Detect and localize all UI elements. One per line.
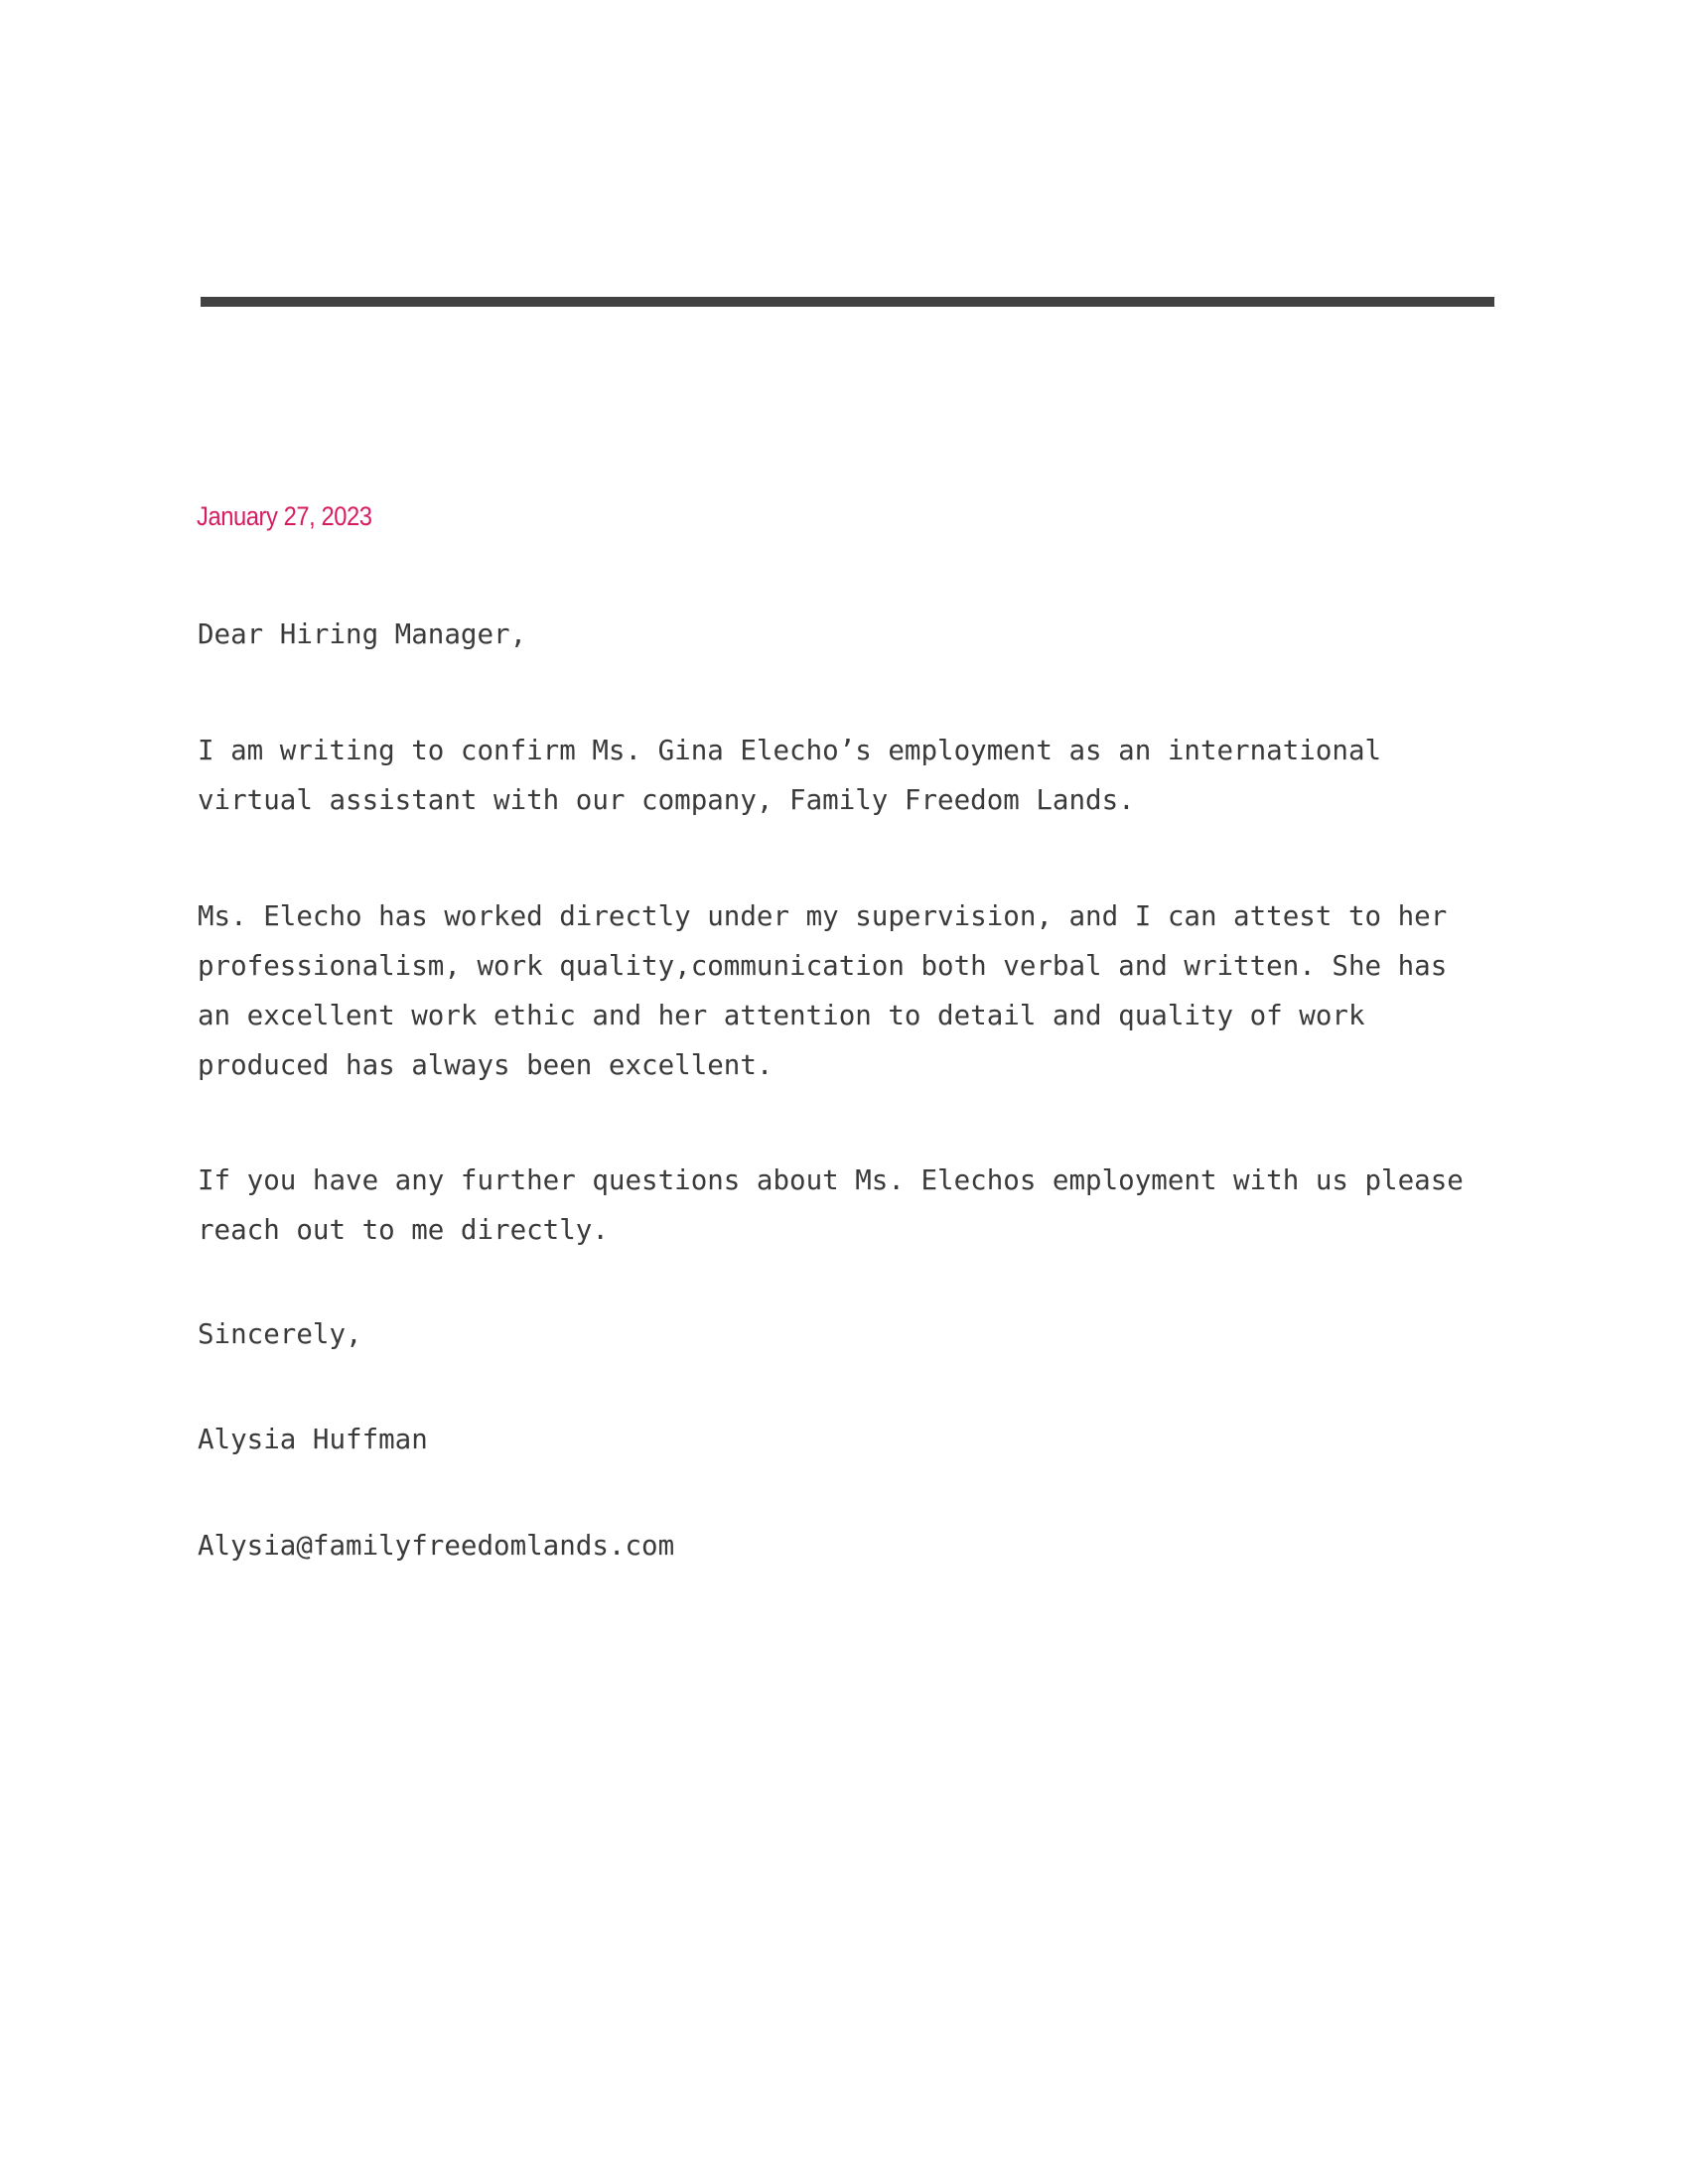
paragraph-2 — [198, 891, 1508, 1090]
closing-line: Sincerely, — [198, 1318, 362, 1350]
letter-date: January 27, 2023 — [197, 501, 372, 531]
paragraph-1 — [198, 726, 1508, 825]
salutation-line: Dear Hiring Manager, — [198, 618, 527, 650]
paragraph-line: I am writing to confirm Ms. Gina Elecho’s employment as an international — [198, 735, 1382, 766]
closing — [198, 1309, 1508, 1359]
paragraph-line: professionalism, work quality,communication both verbal and written. She has — [198, 950, 1448, 982]
header-rule — [201, 297, 1494, 307]
signer-email — [198, 1521, 1508, 1570]
paragraph-3 — [198, 1156, 1508, 1255]
signer-email-line: Alysia@familyfreedomlands.com — [198, 1530, 675, 1562]
signer-name — [198, 1415, 1508, 1464]
paragraph-line: reach out to me directly. — [198, 1214, 609, 1246]
signer-name-line: Alysia Huffman — [198, 1424, 428, 1455]
salutation — [198, 610, 1508, 659]
paragraph-line: Ms. Elecho has worked directly under my supervision, and I can attest to her — [198, 900, 1448, 932]
paragraph-line: an excellent work ethic and her attention to detail and quality of work — [198, 1000, 1365, 1031]
paragraph-line: virtual assistant with our company, Family Freedom Lands. — [198, 784, 1135, 816]
paragraph-line: If you have any further questions about Ms. Elechos employment with us please — [198, 1164, 1464, 1196]
paragraph-line: produced has always been excellent. — [198, 1049, 774, 1081]
